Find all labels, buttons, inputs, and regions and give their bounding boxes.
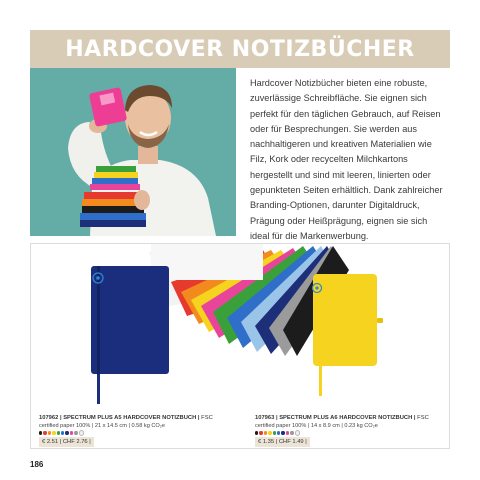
color-swatch bbox=[277, 431, 280, 434]
color-swatch bbox=[57, 431, 60, 434]
product-name: SPECTRUM PLUS A6 HARDCOVER NOTIZBUCH bbox=[279, 415, 413, 421]
color-swatch bbox=[264, 431, 267, 434]
color-swatch bbox=[52, 431, 55, 434]
color-swatch bbox=[281, 431, 284, 434]
color-swatch bbox=[286, 431, 289, 434]
product-info-a5 bbox=[39, 414, 229, 447]
title-banner bbox=[30, 30, 450, 68]
fsc-badge: FSC bbox=[417, 415, 429, 421]
product-sku: 107962 bbox=[39, 415, 59, 421]
product-sku: 107963 bbox=[255, 415, 275, 421]
product-name: SPECTRUM PLUS A5 HARDCOVER NOTIZBUCH bbox=[63, 415, 197, 421]
notebooks-image bbox=[31, 244, 449, 404]
fsc-badge: FSC bbox=[201, 415, 213, 421]
product-specs: certified paper 100% | 14 x 8.9 cm | 0.23 kg CO₂e bbox=[255, 423, 378, 429]
a6-notebook bbox=[313, 274, 384, 396]
color-swatch bbox=[61, 431, 64, 434]
product-title: 107962 | SPECTRUM PLUS A5 HARDCOVER NOTIZBUCH | FSC bbox=[39, 415, 213, 421]
color-swatch bbox=[74, 431, 77, 434]
color-swatch bbox=[48, 431, 51, 434]
color-swatch bbox=[70, 431, 73, 434]
price-tag: € 2.51 | CHF 2.76 | bbox=[39, 437, 94, 447]
color-swatch bbox=[259, 431, 262, 434]
price-tag: € 1.35 | CHF 1.49 | bbox=[255, 437, 310, 447]
man-holding-notebooks-image bbox=[30, 68, 236, 236]
product-panel bbox=[30, 243, 450, 449]
a5-notebook bbox=[91, 266, 169, 404]
color-swatches bbox=[255, 431, 445, 435]
color-swatch bbox=[290, 431, 293, 434]
color-swatch bbox=[43, 431, 46, 434]
page-title: HARDCOVER NOTIZBÜCHER bbox=[65, 36, 415, 62]
page-number: 186 bbox=[30, 460, 44, 469]
color-swatch bbox=[79, 430, 84, 435]
product-specs: certified paper 100% | 21 x 14.5 cm | 0.58 kg CO₂e bbox=[39, 423, 166, 429]
product-title: 107963 | SPECTRUM PLUS A6 HARDCOVER NOTIZBUCH | FSC bbox=[255, 415, 429, 421]
hero-photo bbox=[30, 68, 236, 236]
color-swatch bbox=[268, 431, 271, 434]
color-swatch bbox=[295, 430, 300, 435]
color-swatches bbox=[39, 431, 229, 435]
color-swatch bbox=[255, 431, 258, 434]
color-swatch bbox=[65, 431, 68, 434]
product-info-a6 bbox=[255, 414, 445, 447]
intro-paragraph: Hardcover Notizbücher bieten eine robuste, zuverlässige Schreibfläche. Sie eignen sich perfekt für den täglichen Gebrauch, auf Reisen oder für Besprechungen. Sie werden aus nachhaltigeren und kreativen Materialien wie Filz, Kork oder recycelten Milchkartons hergestellt und sind mit leeren, linierten oder gepunkteten Seiten erhältlich. Dank zahlreicher Branding-Optionen, darunter Digitaldruck, Prägung oder Heißprägung, eignen sie sich ideal für die Markenwerbung. bbox=[250, 78, 443, 241]
color-swatch bbox=[273, 431, 276, 434]
color-swatch bbox=[39, 431, 42, 434]
